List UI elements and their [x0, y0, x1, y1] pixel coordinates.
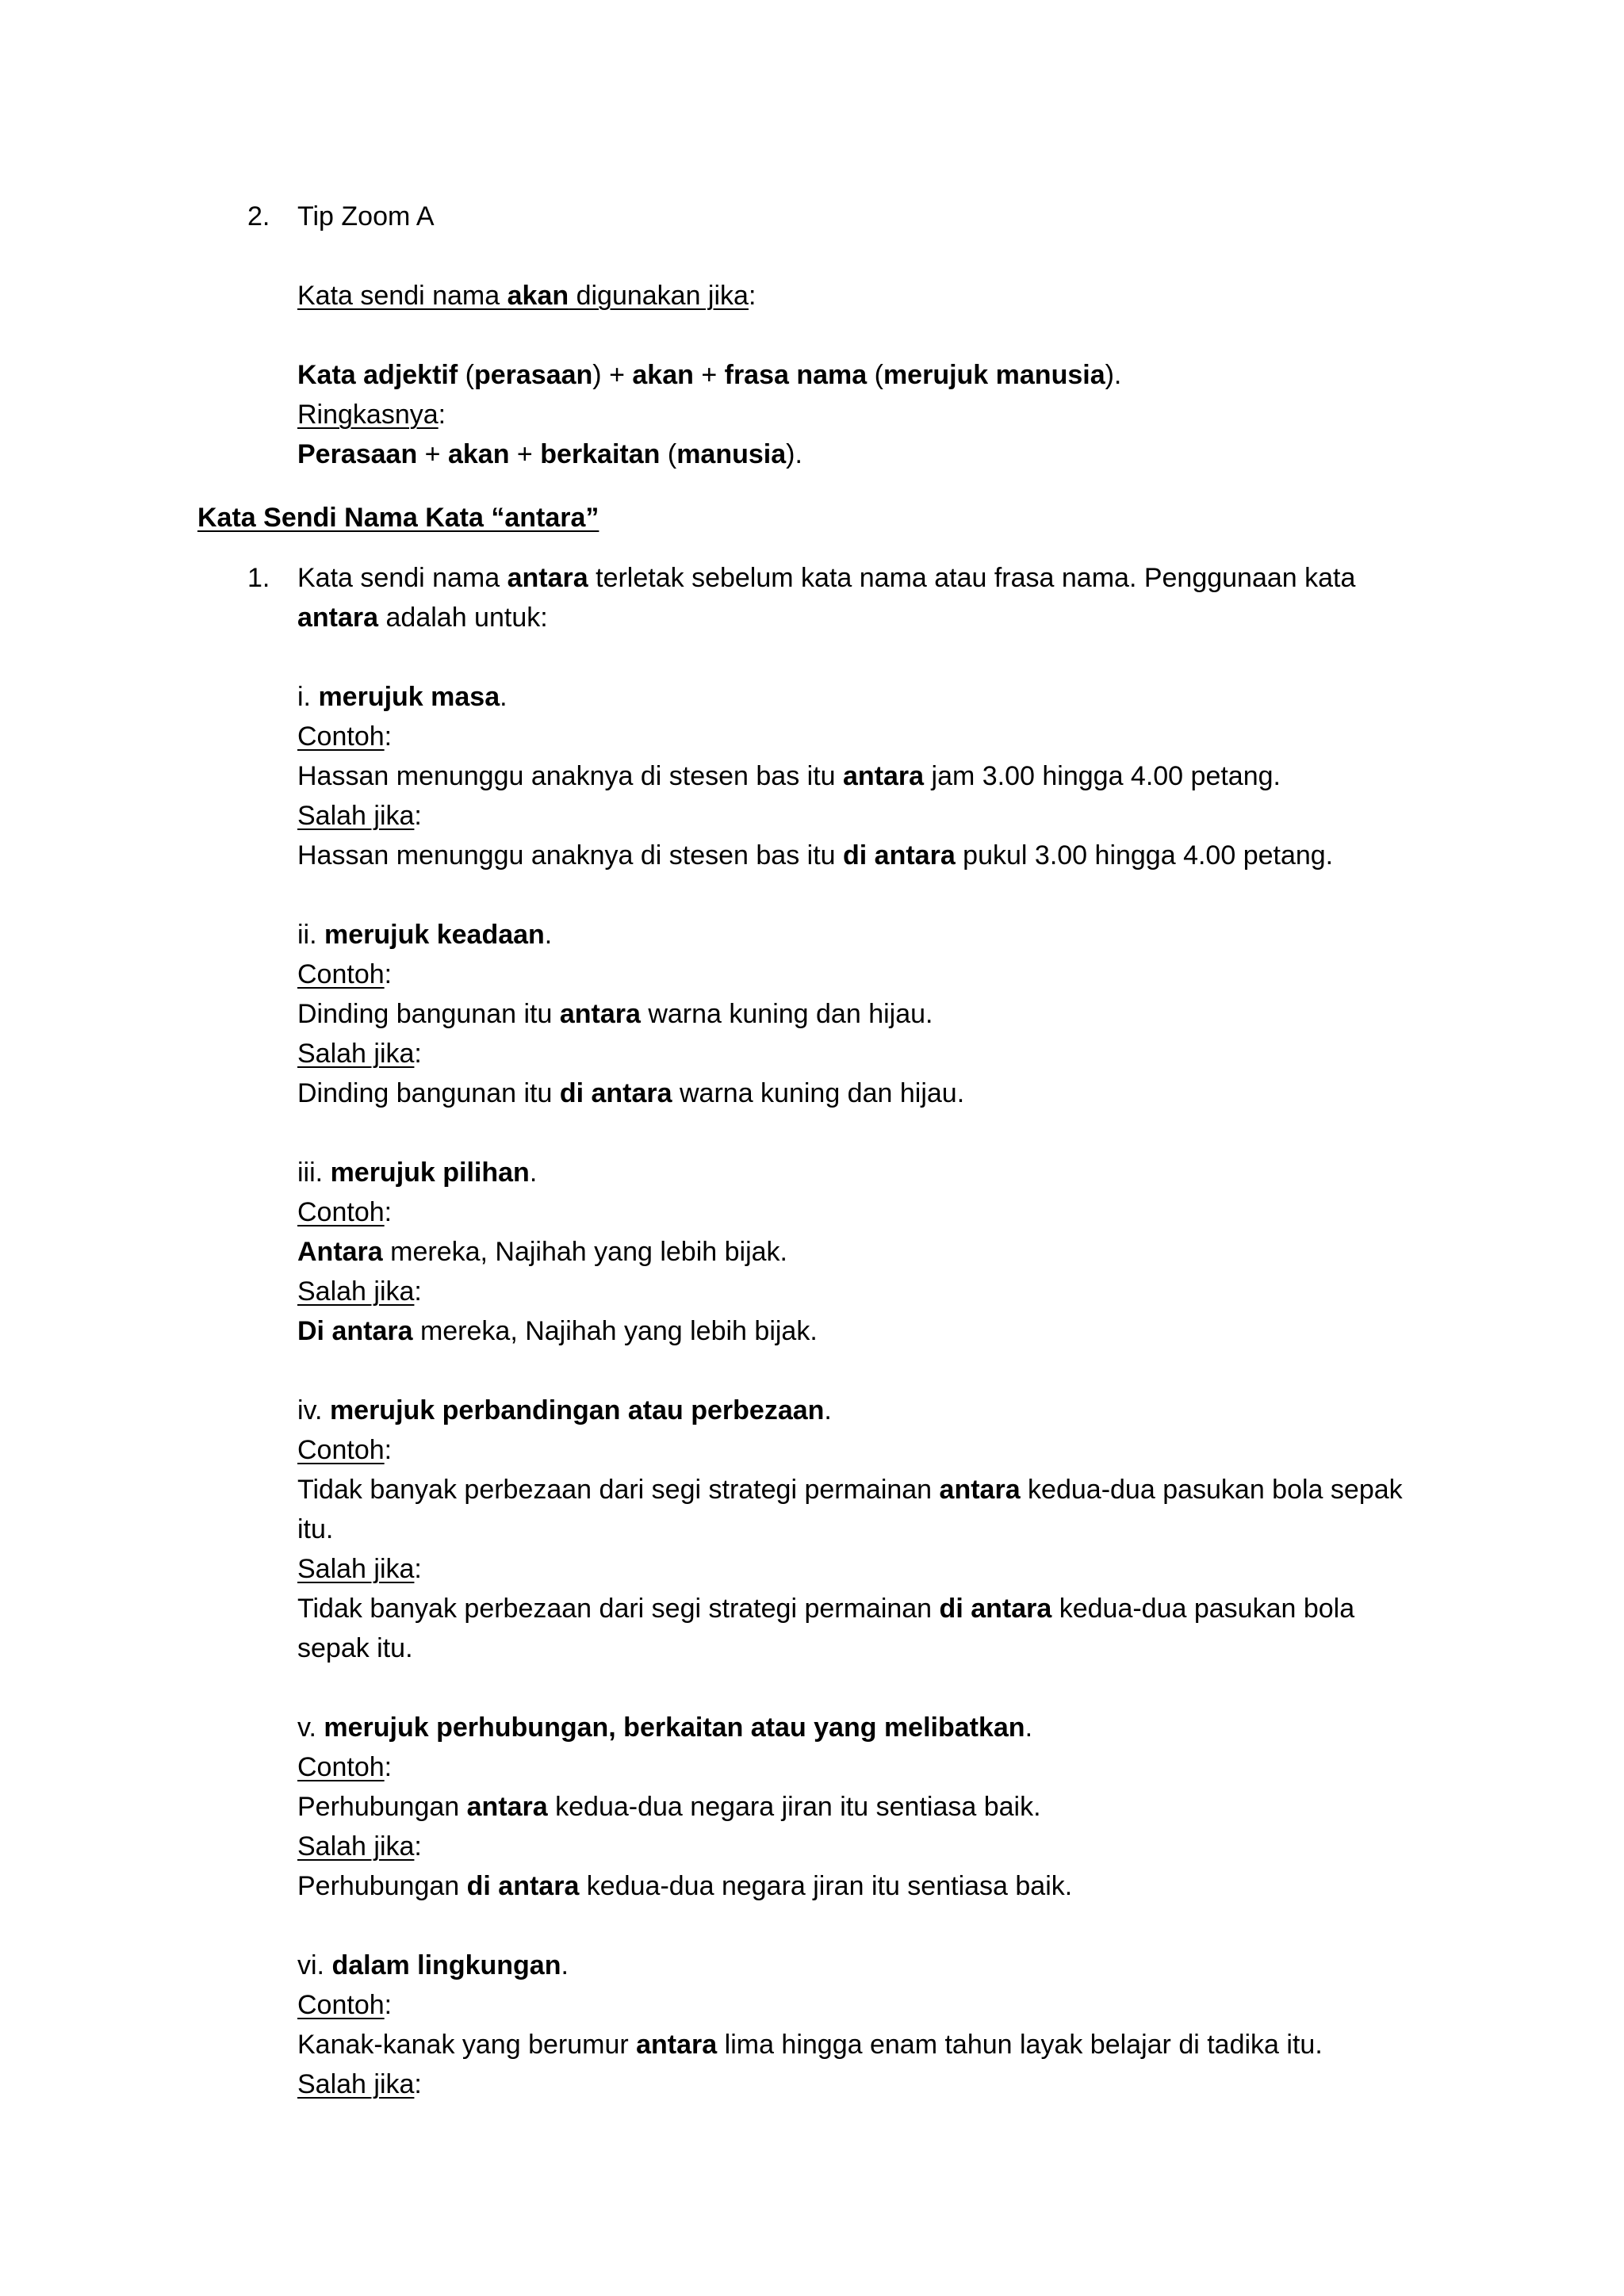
underlined-text: Salah jika — [297, 2069, 415, 2099]
tip-summary-label — [297, 395, 1624, 434]
text-run: terletak sebelum kata nama atau frasa nama. Penggunaan kata — [588, 563, 1356, 593]
text-run: kedua-dua negara jiran itu sentiasa baik. — [547, 1792, 1041, 1822]
tip-title: Tip Zoom A — [297, 201, 435, 232]
tip-body — [297, 197, 1624, 474]
usage-block — [297, 915, 1624, 1113]
underlined-text: Contoh — [297, 1752, 385, 1782]
wrong-line — [297, 1628, 1624, 1668]
bold-text: di antara — [466, 1871, 580, 1901]
tip-number: 2. — [247, 201, 270, 232]
text-run: + — [693, 360, 725, 390]
underlined-text: Salah jika — [297, 1831, 415, 1862]
bold-text: antara — [559, 999, 641, 1029]
text-run: : — [414, 1039, 422, 1069]
text-run: mereka, Najihah yang lebih bijak. — [382, 1237, 787, 1267]
underlined-text: Ringkasnya — [297, 400, 439, 430]
text-run: Hassan menunggu anaknya di stesen bas itu — [297, 761, 844, 791]
underlined-text: Contoh — [297, 1435, 385, 1465]
text-run: . — [1025, 1712, 1033, 1743]
text-run: : — [414, 2069, 422, 2099]
bold-text: di antara — [559, 1078, 672, 1108]
bold-text: Kata adjektif — [297, 360, 458, 390]
bold-text: merujuk masa — [318, 682, 500, 712]
example-label — [297, 955, 1624, 994]
tip-summary-formula — [297, 434, 1624, 474]
text-run: ( — [660, 439, 677, 469]
text-run: : — [384, 1752, 393, 1782]
text-run: : — [748, 281, 756, 311]
bold-text: merujuk manusia — [883, 360, 1105, 390]
bold-text: merujuk keadaan — [324, 920, 545, 950]
example-label — [297, 1985, 1624, 2025]
text-run: kedua-dua pasukan bola — [1051, 1594, 1355, 1624]
text-run: Perhubungan — [297, 1792, 467, 1822]
usage-heading — [297, 1391, 1624, 1430]
example-line — [297, 994, 1624, 1034]
usage-heading — [297, 915, 1624, 955]
text-run: jam 3.00 hingga 4.00 petang. — [924, 761, 1281, 791]
text-run: ( — [867, 360, 883, 390]
text-run: : — [414, 801, 422, 831]
underlined-text: Contoh — [297, 959, 385, 989]
underlined-text: Contoh — [297, 721, 385, 752]
tip-rule-intro — [297, 276, 1624, 316]
text-run: sepak itu. — [297, 1633, 413, 1663]
underlined-text: Salah jika — [297, 1039, 415, 1069]
text-run: : — [438, 400, 446, 430]
text-run: warna kuning dan hijau. — [672, 1078, 965, 1108]
usage-heading — [297, 677, 1624, 717]
text-run: Tidak banyak perbezaan dari segi strategi permainan — [297, 1594, 940, 1624]
text-run: kedua-dua negara jiran itu sentiasa baik. — [579, 1871, 1073, 1901]
text-run: iii. — [297, 1158, 331, 1188]
usage-block — [297, 1391, 1624, 1668]
bold-text: frasa nama — [724, 360, 868, 390]
tip-rule-formula — [297, 355, 1624, 395]
text-run: . — [544, 920, 553, 950]
wrong-line — [297, 1589, 1624, 1628]
underlined-text: Contoh — [297, 1197, 385, 1227]
text-run: vi. — [297, 1950, 332, 1980]
example-line — [297, 1470, 1624, 1510]
text-run: : — [384, 1197, 393, 1227]
text-run: : — [384, 1435, 393, 1465]
text-run: Tidak banyak perbezaan dari segi strategi permainan — [297, 1475, 940, 1505]
text-run: + — [509, 439, 541, 469]
bold-text: antara — [466, 1792, 548, 1822]
text-run: warna kuning dan hijau. — [640, 999, 933, 1029]
text-run: Hassan menunggu anaknya di stesen bas itu — [297, 840, 844, 871]
bold-text: Di antara — [297, 1316, 413, 1346]
intro-line — [297, 558, 1624, 598]
bold-text: di antara — [939, 1594, 1052, 1624]
example-line — [297, 756, 1624, 796]
wrong-label — [297, 796, 1624, 836]
usage-list — [297, 677, 1624, 2104]
example-label — [297, 717, 1624, 756]
text-run: : — [384, 1990, 393, 2020]
bold-text: akan — [632, 360, 694, 390]
bold-text: berkaitan — [540, 439, 661, 469]
text-run: ). — [1105, 360, 1122, 390]
text-run: Kanak-kanak yang berumur — [297, 2030, 637, 2060]
text-run: kedua-dua pasukan bola sepak — [1020, 1475, 1403, 1505]
text-run: Kata sendi nama — [297, 563, 508, 593]
text-run: ) + — [592, 360, 633, 390]
text-run: ( — [458, 360, 474, 390]
text-run: iv. — [297, 1395, 330, 1425]
text-run: itu. — [297, 1514, 334, 1544]
text-run: ii. — [297, 920, 324, 950]
text-run: : — [414, 1276, 422, 1307]
wrong-label — [297, 1272, 1624, 1311]
wrong-label — [297, 1549, 1624, 1589]
underlined-text: Salah jika — [297, 801, 415, 831]
bold-text: antara — [507, 563, 588, 593]
text-run: . — [500, 682, 508, 712]
usage-heading — [297, 1153, 1624, 1192]
bold-text: antara — [843, 761, 925, 791]
usage-block — [297, 1708, 1624, 1906]
text-run: Dinding bangunan itu — [297, 999, 560, 1029]
bold-text: akan — [447, 439, 510, 469]
underlined-text: Kata sendi nama — [297, 281, 508, 311]
text-run: . — [561, 1950, 569, 1980]
underlined-text: digunakan jika — [569, 281, 749, 311]
bold-text: di antara — [843, 840, 956, 871]
usage-heading — [297, 1708, 1624, 1747]
section-list-item — [247, 558, 1624, 2104]
text-run: adalah untuk: — [378, 603, 548, 633]
example-line — [297, 1510, 1624, 1549]
bold-text: Antara — [297, 1237, 383, 1267]
section-item-number: 1. — [247, 563, 270, 593]
usage-block — [297, 1946, 1624, 2104]
usage-heading — [297, 1946, 1624, 1985]
text-run: Perhubungan — [297, 1871, 467, 1901]
bold-text: antara — [636, 2030, 718, 2060]
wrong-label — [297, 1034, 1624, 1073]
example-line — [297, 1232, 1624, 1272]
example-line — [297, 1787, 1624, 1827]
text-run: mereka, Najihah yang lebih bijak. — [412, 1316, 818, 1346]
text-run: v. — [297, 1712, 324, 1743]
text-run: Dinding bangunan itu — [297, 1078, 560, 1108]
wrong-label — [297, 1827, 1624, 1866]
bold-text: merujuk perbandingan atau perbezaan — [329, 1395, 825, 1425]
example-label — [297, 1747, 1624, 1787]
section-item-body — [297, 558, 1624, 2104]
example-label — [297, 1192, 1624, 1232]
bold-text: dalam lingkungan — [331, 1950, 561, 1980]
text-run: . — [824, 1395, 832, 1425]
wrong-line — [297, 836, 1624, 875]
text-run: : — [384, 959, 393, 989]
text-run: . — [529, 1158, 538, 1188]
bold-text: manusia — [676, 439, 787, 469]
usage-block — [297, 1153, 1624, 1351]
underlined-text: Contoh — [297, 1990, 385, 2020]
example-label — [297, 1430, 1624, 1470]
text-run: i. — [297, 682, 319, 712]
bold-text: akan — [507, 281, 569, 311]
text-run: : — [384, 721, 393, 752]
bold-text: perasaan — [473, 360, 593, 390]
bold-text: antara — [297, 603, 379, 633]
text-run: : — [414, 1554, 422, 1584]
usage-block — [297, 677, 1624, 875]
wrong-label — [297, 2064, 1624, 2104]
text-run: : — [414, 1831, 422, 1862]
text-run: + — [417, 439, 448, 469]
wrong-line — [297, 1073, 1624, 1113]
text-run: ). — [786, 439, 802, 469]
intro-line — [297, 598, 1624, 637]
text-run: lima hingga enam tahun layak belajar di tadika itu. — [717, 2030, 1323, 2060]
underlined-text: Salah jika — [297, 1276, 415, 1307]
section-heading: Kata Sendi Nama Kata “antara” — [197, 503, 599, 533]
bold-text: antara — [939, 1475, 1021, 1505]
text-run: pukul 3.00 hingga 4.00 petang. — [955, 840, 1334, 871]
wrong-line — [297, 1866, 1624, 1906]
bold-text: merujuk pilihan — [330, 1158, 530, 1188]
bold-text: merujuk perhubungan, berkaitan atau yang melibatkan — [324, 1712, 1025, 1743]
wrong-line — [297, 1311, 1624, 1351]
example-line — [297, 2025, 1624, 2064]
bold-text: Perasaan — [297, 439, 418, 469]
underlined-text: Salah jika — [297, 1554, 415, 1584]
tip-item — [247, 197, 1624, 474]
